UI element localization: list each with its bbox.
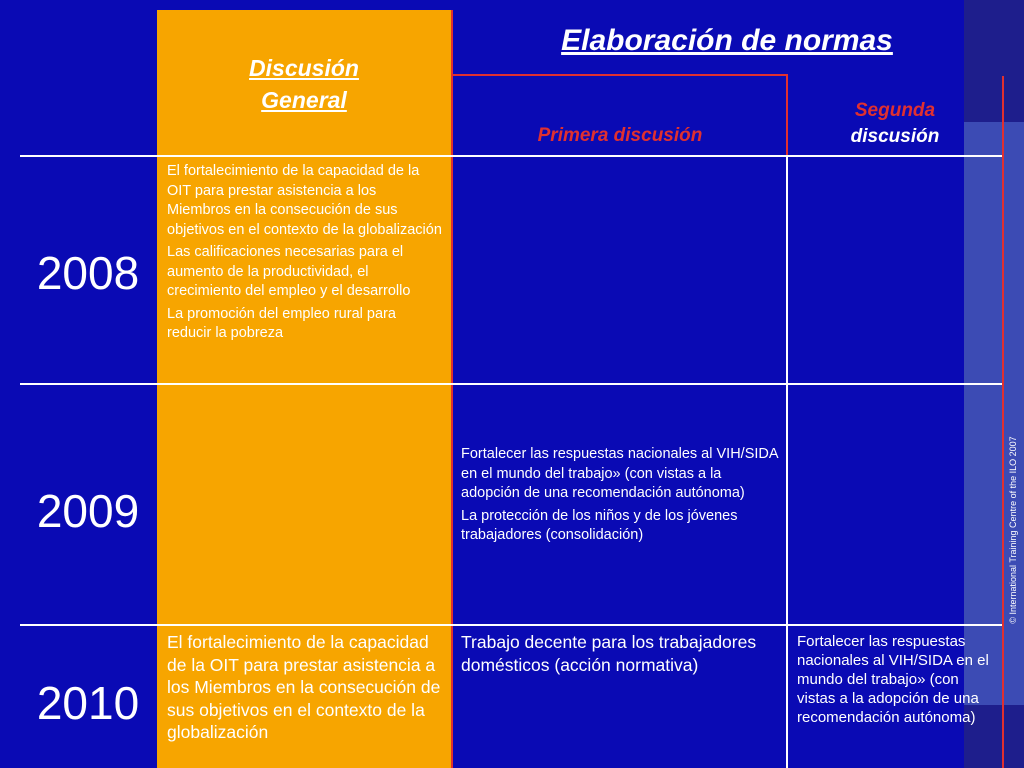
cell-2010-primera [461, 631, 779, 676]
year-2010: 2010 [36, 677, 140, 729]
header-segunda-line1: Segunda [854, 100, 936, 121]
cell-2008-general-item: La promoción del empleo rural para reducir la pobreza [167, 305, 396, 341]
cell-2009-primera [461, 445, 779, 546]
cell-2009-primera-item: La protección de los niños y de los jóvenes trabajadores (consolidación) [461, 507, 738, 543]
header-divider-red [452, 74, 788, 76]
year-2008: 2008 [36, 247, 140, 299]
row-divider-2008 [20, 383, 1002, 385]
header-discusion-general-line1: Discusión [249, 55, 359, 81]
header-primera-discusion: Primera discusión [537, 125, 703, 146]
cell-2010-primera-item: Trabajo decente para los trabajadores domésticos (acción normativa) [461, 632, 757, 675]
header-discusion-general [157, 52, 451, 116]
cell-2010-general-item: El fortalecimiento de la capacidad de la OIT para prestar asistencia a los Miembros en la consecución de sus objetivos en el contexto de la globalización [167, 632, 441, 742]
row-divider-2009 [20, 624, 1002, 626]
cell-2010-segunda [797, 632, 995, 727]
column-divider [786, 156, 788, 768]
copyright-text: © International Training Centre of the ILO 2007 [1008, 436, 1018, 624]
header-segunda-line2: discusión [850, 126, 940, 147]
year-2009: 2009 [36, 485, 140, 537]
header-segunda-discusion [788, 98, 1002, 150]
cell-2010-segunda-item: Fortalecer las respuestas nacionales al VIH/SIDA en el mundo del trabajo» (con vistas a la adopción de una recomendación autónoma) [797, 633, 989, 726]
cell-2008-general [167, 162, 442, 344]
cell-2008-general-item: El fortalecimiento de la capacidad de la OIT para prestar asistencia a los Miembros en la consecución de sus objetivos en el contexto de la globalización [167, 163, 442, 238]
header-discusion-general-line2: General [261, 87, 347, 113]
header-elaboracion-normas: Elaboración de normas [561, 24, 893, 57]
row-divider-header [20, 155, 1002, 157]
cell-2009-primera-item: Fortalecer las respuestas nacionales al VIH/SIDA en el mundo del trabajo» (con vistas a la adopción de una recomendación autónoma) [461, 446, 778, 501]
copyright-container [1002, 360, 1024, 700]
orange-column-edge [451, 10, 453, 768]
cell-2008-general-item: Las calificaciones necesarias para el aumento de la productividad, el crecimiento del empleo y el desarrollo [167, 244, 411, 299]
cell-2010-general [167, 631, 447, 744]
